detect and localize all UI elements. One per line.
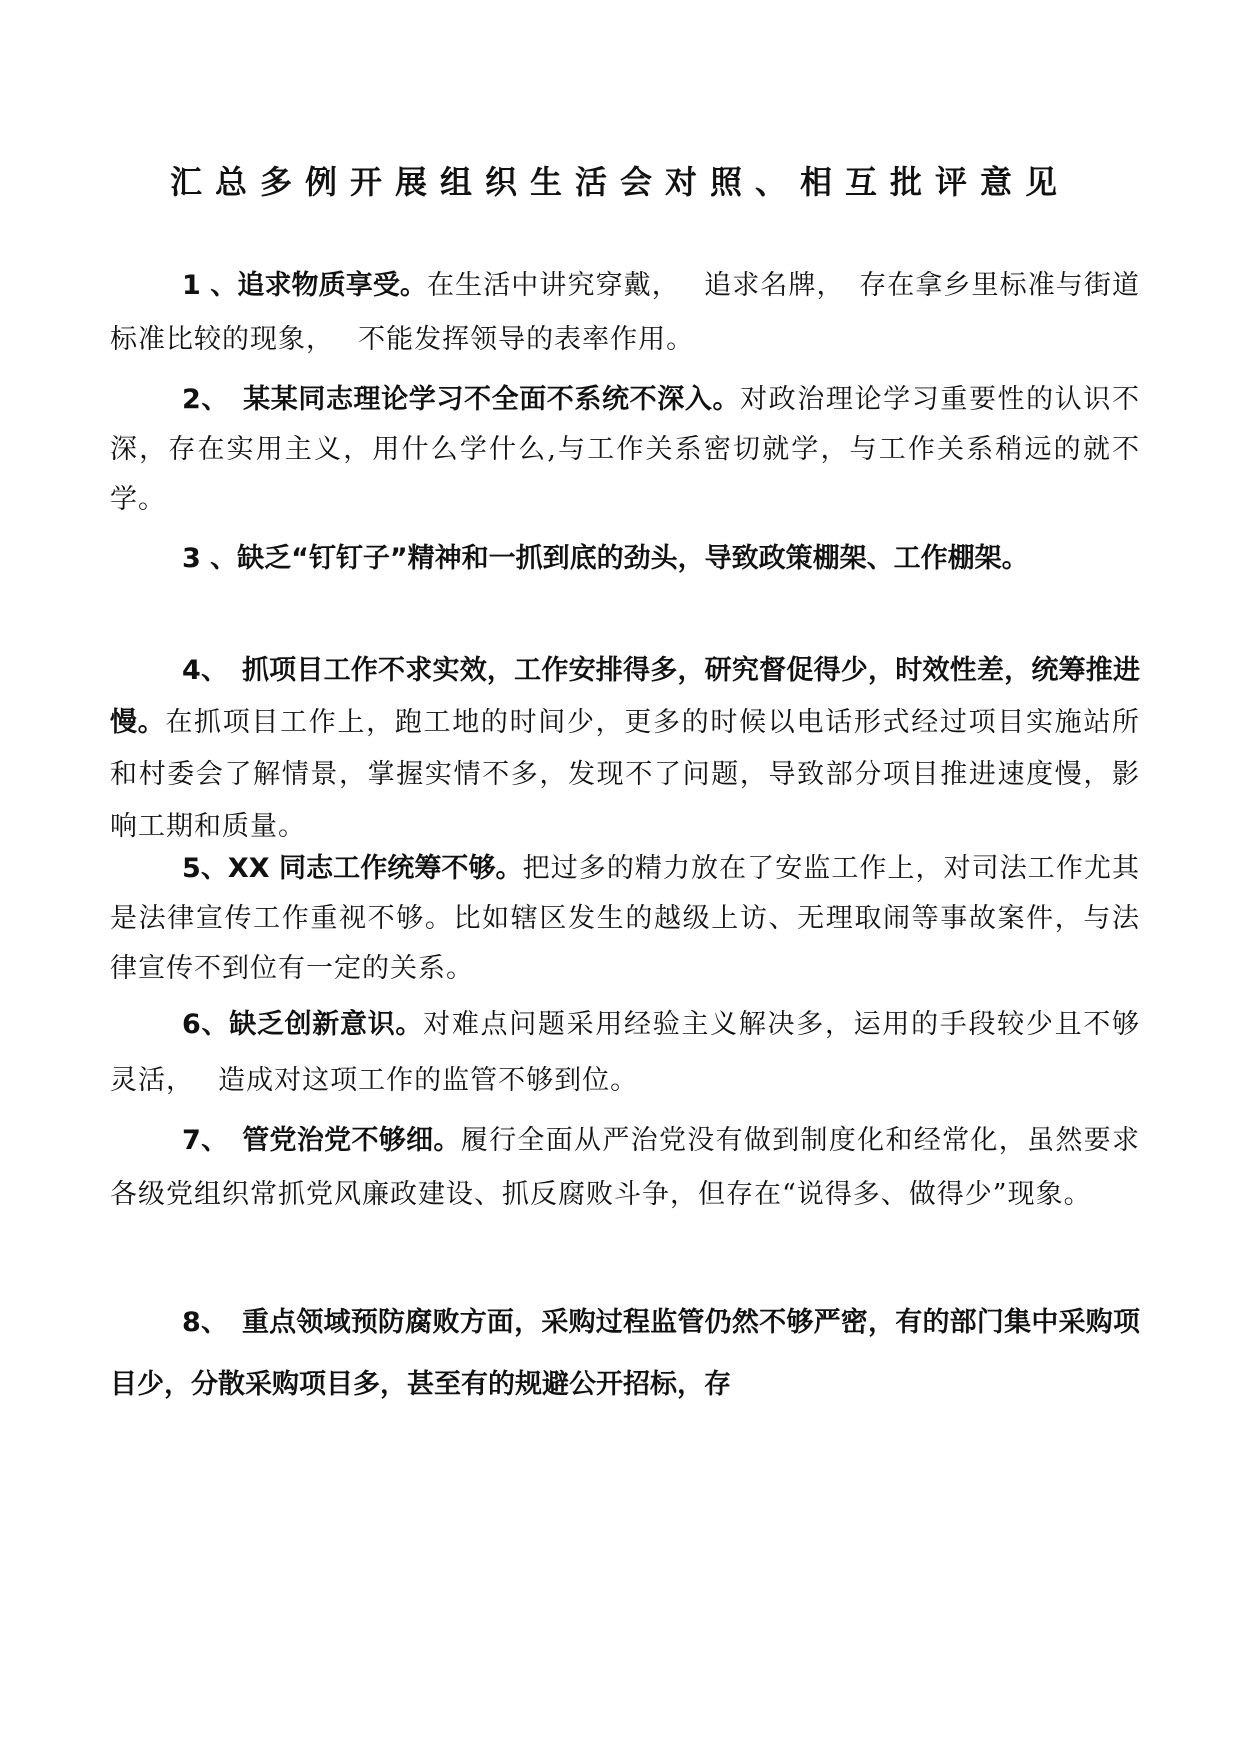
paragraph-5-heading: 5、XX 同志工作统筹不够。: [182, 853, 523, 884]
paragraph-6-text: 对难点问题采用经验主义解决多，运用的手段较少且不够灵活， 造成对这项工作的监管不够到位。: [110, 1009, 1140, 1096]
paragraph-6-heading: 6、缺乏创新意识。: [182, 1009, 424, 1040]
paragraph-1-heading: 1 、追求物质享受。: [182, 270, 428, 301]
paragraph-4: [110, 645, 1140, 853]
paragraph-5: [110, 844, 1140, 994]
paragraph-5-text: 把过多的精力放在了安监工作上，对司法工作尤其是法律宣传工作重视不够。比如辖区发生的越级上访、无理取闹等事故案件，与法律宣传不到位有一定的关系。: [110, 853, 1141, 984]
paragraph-2: [110, 375, 1140, 525]
document-title: 汇总多例开展组织生活会对照、相互批评意见: [169, 163, 1070, 201]
paragraph-8: [110, 1292, 1140, 1416]
paragraph-4-text: 在抓项目工作上，跑工地的时间少，更多的时候以电话形式经过项目实施站所和村委会了解情景，掌握实情不多，发现不了问题，导致部分项目推进速度慢，影响工期和质量。: [110, 707, 1141, 842]
paragraph-2-heading: 2、 某某同志理论学习不全面不系统不深入。: [182, 384, 741, 415]
paragraph-7: [110, 1114, 1140, 1222]
paragraph-8-heading: 8、 重点领域预防腐败方面，采购过程监管仍然不够严密，有的部门集中采购项目少，分散采购项目多，甚至有的规避公开招标，存: [110, 1307, 1140, 1400]
paragraph-2-text: 对政治理论学习重要性的认识不深，存在实用主义，用什么学什么,与工作关系密切就学，与工作关系稍远的就不学。: [110, 384, 1140, 515]
paragraph-7-text: 履行全面从严治党没有做到制度化和经常化，虽然要求各级党组织常抓党风廉政建设、抓反腐败斗争，但存在“说得多、做得少”现象。: [110, 1125, 1140, 1210]
paragraph-1-text: 在生活中讲究穿戴， 追求名牌， 存在拿乡里标准与街道标准比较的现象， 不能发挥领导的表率作用。: [110, 270, 1140, 355]
paragraph-3: [110, 528, 1140, 590]
paragraph-4-heading: 4、 抓项目工作不求实效，工作安排得多，研究督促得少，时效性差，统筹推进慢。: [110, 655, 1140, 738]
paragraph-7-heading: 7、 管党治党不够细。: [182, 1125, 461, 1156]
paragraph-6: [110, 997, 1140, 1109]
paragraph-1: [110, 259, 1140, 367]
paragraph-3-heading: 3 、缺乏“钉钉子”精神和一抓到底的劲头，导致政策棚架、工作棚架。: [182, 543, 1029, 574]
